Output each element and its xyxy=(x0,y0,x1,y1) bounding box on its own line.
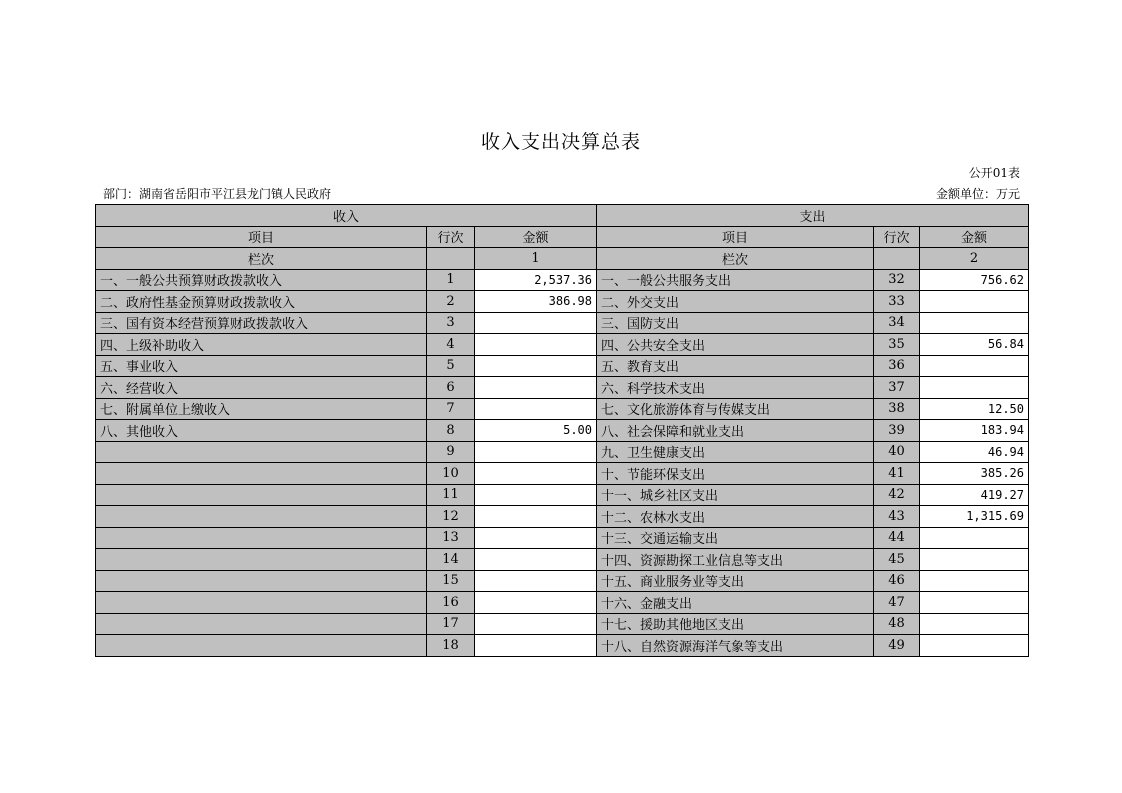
income-item-name xyxy=(96,506,427,528)
expense-item-name: 十七、援助其他地区支出 xyxy=(597,613,874,635)
income-item-name: 一、一般公共预算财政拨款收入 xyxy=(96,269,427,291)
income-amount xyxy=(475,613,597,635)
income-amount xyxy=(475,463,597,485)
income-line-number: 10 xyxy=(427,463,475,485)
income-amount xyxy=(475,484,597,506)
expense-amount: 419.27 xyxy=(920,484,1029,506)
expense-item-name: 十三、交通运输支出 xyxy=(597,527,874,549)
income-amount: 386.98 xyxy=(475,291,597,313)
income-item-name xyxy=(96,441,427,463)
expense-amount xyxy=(920,527,1029,549)
income-line-number: 8 xyxy=(427,420,475,442)
income-line-number: 15 xyxy=(427,570,475,592)
table-row xyxy=(96,398,1029,420)
expense-section-header: 支出 xyxy=(597,205,1029,227)
income-amount xyxy=(475,355,597,377)
expense-amount: 183.94 xyxy=(920,420,1029,442)
expense-amount: 12.50 xyxy=(920,398,1029,420)
table-row xyxy=(96,420,1029,442)
income-item-name xyxy=(96,592,427,614)
income-line-number: 6 xyxy=(427,377,475,399)
income-line-number: 4 xyxy=(427,334,475,356)
table-row xyxy=(96,441,1029,463)
income-line-number: 1 xyxy=(427,269,475,291)
table-row xyxy=(96,506,1029,528)
expense-amount xyxy=(920,291,1029,313)
income-column-label: 栏次 xyxy=(96,248,427,270)
expense-amount xyxy=(920,635,1029,657)
table-row xyxy=(96,613,1029,635)
expense-amount xyxy=(920,613,1029,635)
expense-amount: 385.26 xyxy=(920,463,1029,485)
income-item-name: 五、事业收入 xyxy=(96,355,427,377)
income-item-name: 四、上级补助收入 xyxy=(96,334,427,356)
table-row xyxy=(96,312,1029,334)
income-item-name xyxy=(96,527,427,549)
expense-line-number: 34 xyxy=(874,312,920,334)
table-row xyxy=(96,355,1029,377)
income-amount xyxy=(475,506,597,528)
header-row-column-numbers xyxy=(96,248,1029,270)
expense-line-number: 36 xyxy=(874,355,920,377)
income-item-name xyxy=(96,549,427,571)
expense-item-name: 十四、资源勘探工业信息等支出 xyxy=(597,549,874,571)
expense-amount: 46.94 xyxy=(920,441,1029,463)
expense-item-name: 十八、自然资源海洋气象等支出 xyxy=(597,635,874,657)
expense-line-number: 41 xyxy=(874,463,920,485)
income-amount xyxy=(475,398,597,420)
expense-item-header: 项目 xyxy=(597,226,874,248)
expense-column-label: 栏次 xyxy=(597,248,874,270)
table-row xyxy=(96,334,1029,356)
income-line-number: 14 xyxy=(427,549,475,571)
income-item-name: 八、其他收入 xyxy=(96,420,427,442)
expense-line-number: 42 xyxy=(874,484,920,506)
expense-line-number: 49 xyxy=(874,635,920,657)
income-item-name: 二、政府性基金预算财政拨款收入 xyxy=(96,291,427,313)
expense-line-number: 46 xyxy=(874,570,920,592)
expense-amount xyxy=(920,592,1029,614)
page-title: 收入支出决算总表 xyxy=(480,131,641,153)
income-section-header: 收入 xyxy=(96,205,597,227)
income-amount: 5.00 xyxy=(475,420,597,442)
expense-amount xyxy=(920,377,1029,399)
expense-column-blank xyxy=(874,248,920,270)
table-row xyxy=(96,527,1029,549)
income-line-number: 2 xyxy=(427,291,475,313)
income-line-number: 7 xyxy=(427,398,475,420)
income-item-name xyxy=(96,570,427,592)
expense-item-name: 八、社会保障和就业支出 xyxy=(597,420,874,442)
expense-item-name: 十二、农林水支出 xyxy=(597,506,874,528)
income-column-number: 1 xyxy=(475,248,597,270)
expense-line-number: 33 xyxy=(874,291,920,313)
income-line-number: 5 xyxy=(427,355,475,377)
table-row xyxy=(96,291,1029,313)
expense-line-number: 32 xyxy=(874,269,920,291)
income-item-name xyxy=(96,613,427,635)
form-number: 公开01表 xyxy=(968,166,1020,180)
income-item-name xyxy=(96,635,427,657)
income-line-header: 行次 xyxy=(427,226,475,248)
income-amount-header: 金额 xyxy=(475,226,597,248)
income-line-number: 3 xyxy=(427,312,475,334)
income-amount xyxy=(475,635,597,657)
income-expense-table xyxy=(95,204,1029,657)
income-amount xyxy=(475,312,597,334)
expense-line-number: 38 xyxy=(874,398,920,420)
expense-item-name: 十五、商业服务业等支出 xyxy=(597,570,874,592)
table-row xyxy=(96,463,1029,485)
income-amount: 2,537.36 xyxy=(475,269,597,291)
expense-item-name: 六、科学技术支出 xyxy=(597,377,874,399)
table-row xyxy=(96,269,1029,291)
table-row xyxy=(96,484,1029,506)
expense-line-number: 40 xyxy=(874,441,920,463)
income-item-name: 七、附属单位上缴收入 xyxy=(96,398,427,420)
expense-item-name: 十一、城乡社区支出 xyxy=(597,484,874,506)
expense-item-name: 十六、金融支出 xyxy=(597,592,874,614)
expense-line-number: 35 xyxy=(874,334,920,356)
expense-amount: 1,315.69 xyxy=(920,506,1029,528)
header-row-columns xyxy=(96,226,1029,248)
expense-amount-header: 金额 xyxy=(920,226,1029,248)
income-item-name: 三、国有资本经营预算财政拨款收入 xyxy=(96,312,427,334)
expense-line-number: 45 xyxy=(874,549,920,571)
income-line-number: 17 xyxy=(427,613,475,635)
expense-item-name: 三、国防支出 xyxy=(597,312,874,334)
department-label: 部门：湖南省岳阳市平江县龙门镇人民政府 xyxy=(103,187,332,201)
table-row xyxy=(96,570,1029,592)
amount-unit-label: 金额单位：万元 xyxy=(935,187,1020,201)
income-line-number: 16 xyxy=(427,592,475,614)
income-amount xyxy=(475,441,597,463)
income-amount xyxy=(475,549,597,571)
expense-amount: 756.62 xyxy=(920,269,1029,291)
expense-item-name: 二、外交支出 xyxy=(597,291,874,313)
expense-line-number: 48 xyxy=(874,613,920,635)
expense-amount xyxy=(920,312,1029,334)
table-row xyxy=(96,592,1029,614)
income-amount xyxy=(475,592,597,614)
expense-item-name: 七、文化旅游体育与传媒支出 xyxy=(597,398,874,420)
income-line-number: 12 xyxy=(427,506,475,528)
expense-amount xyxy=(920,549,1029,571)
expense-column-number: 2 xyxy=(920,248,1029,270)
table-row xyxy=(96,635,1029,657)
header-row-sections xyxy=(96,205,1029,227)
expense-item-name: 十、节能环保支出 xyxy=(597,463,874,485)
expense-amount xyxy=(920,570,1029,592)
income-item-name xyxy=(96,463,427,485)
expense-line-number: 37 xyxy=(874,377,920,399)
income-amount xyxy=(475,377,597,399)
income-line-number: 13 xyxy=(427,527,475,549)
expense-item-name: 九、卫生健康支出 xyxy=(597,441,874,463)
expense-amount xyxy=(920,355,1029,377)
table-row xyxy=(96,377,1029,399)
expense-line-header: 行次 xyxy=(874,226,920,248)
expense-item-name: 五、教育支出 xyxy=(597,355,874,377)
expense-line-number: 39 xyxy=(874,420,920,442)
income-item-name: 六、经营收入 xyxy=(96,377,427,399)
expense-item-name: 一、一般公共服务支出 xyxy=(597,269,874,291)
income-amount xyxy=(475,334,597,356)
income-amount xyxy=(475,527,597,549)
expense-line-number: 43 xyxy=(874,506,920,528)
expense-line-number: 44 xyxy=(874,527,920,549)
income-line-number: 18 xyxy=(427,635,475,657)
expense-item-name: 四、公共安全支出 xyxy=(597,334,874,356)
expense-line-number: 47 xyxy=(874,592,920,614)
income-item-name xyxy=(96,484,427,506)
table-row xyxy=(96,549,1029,571)
income-line-number: 9 xyxy=(427,441,475,463)
income-item-header: 项目 xyxy=(96,226,427,248)
income-column-blank xyxy=(427,248,475,270)
income-amount xyxy=(475,570,597,592)
income-line-number: 11 xyxy=(427,484,475,506)
expense-amount: 56.84 xyxy=(920,334,1029,356)
